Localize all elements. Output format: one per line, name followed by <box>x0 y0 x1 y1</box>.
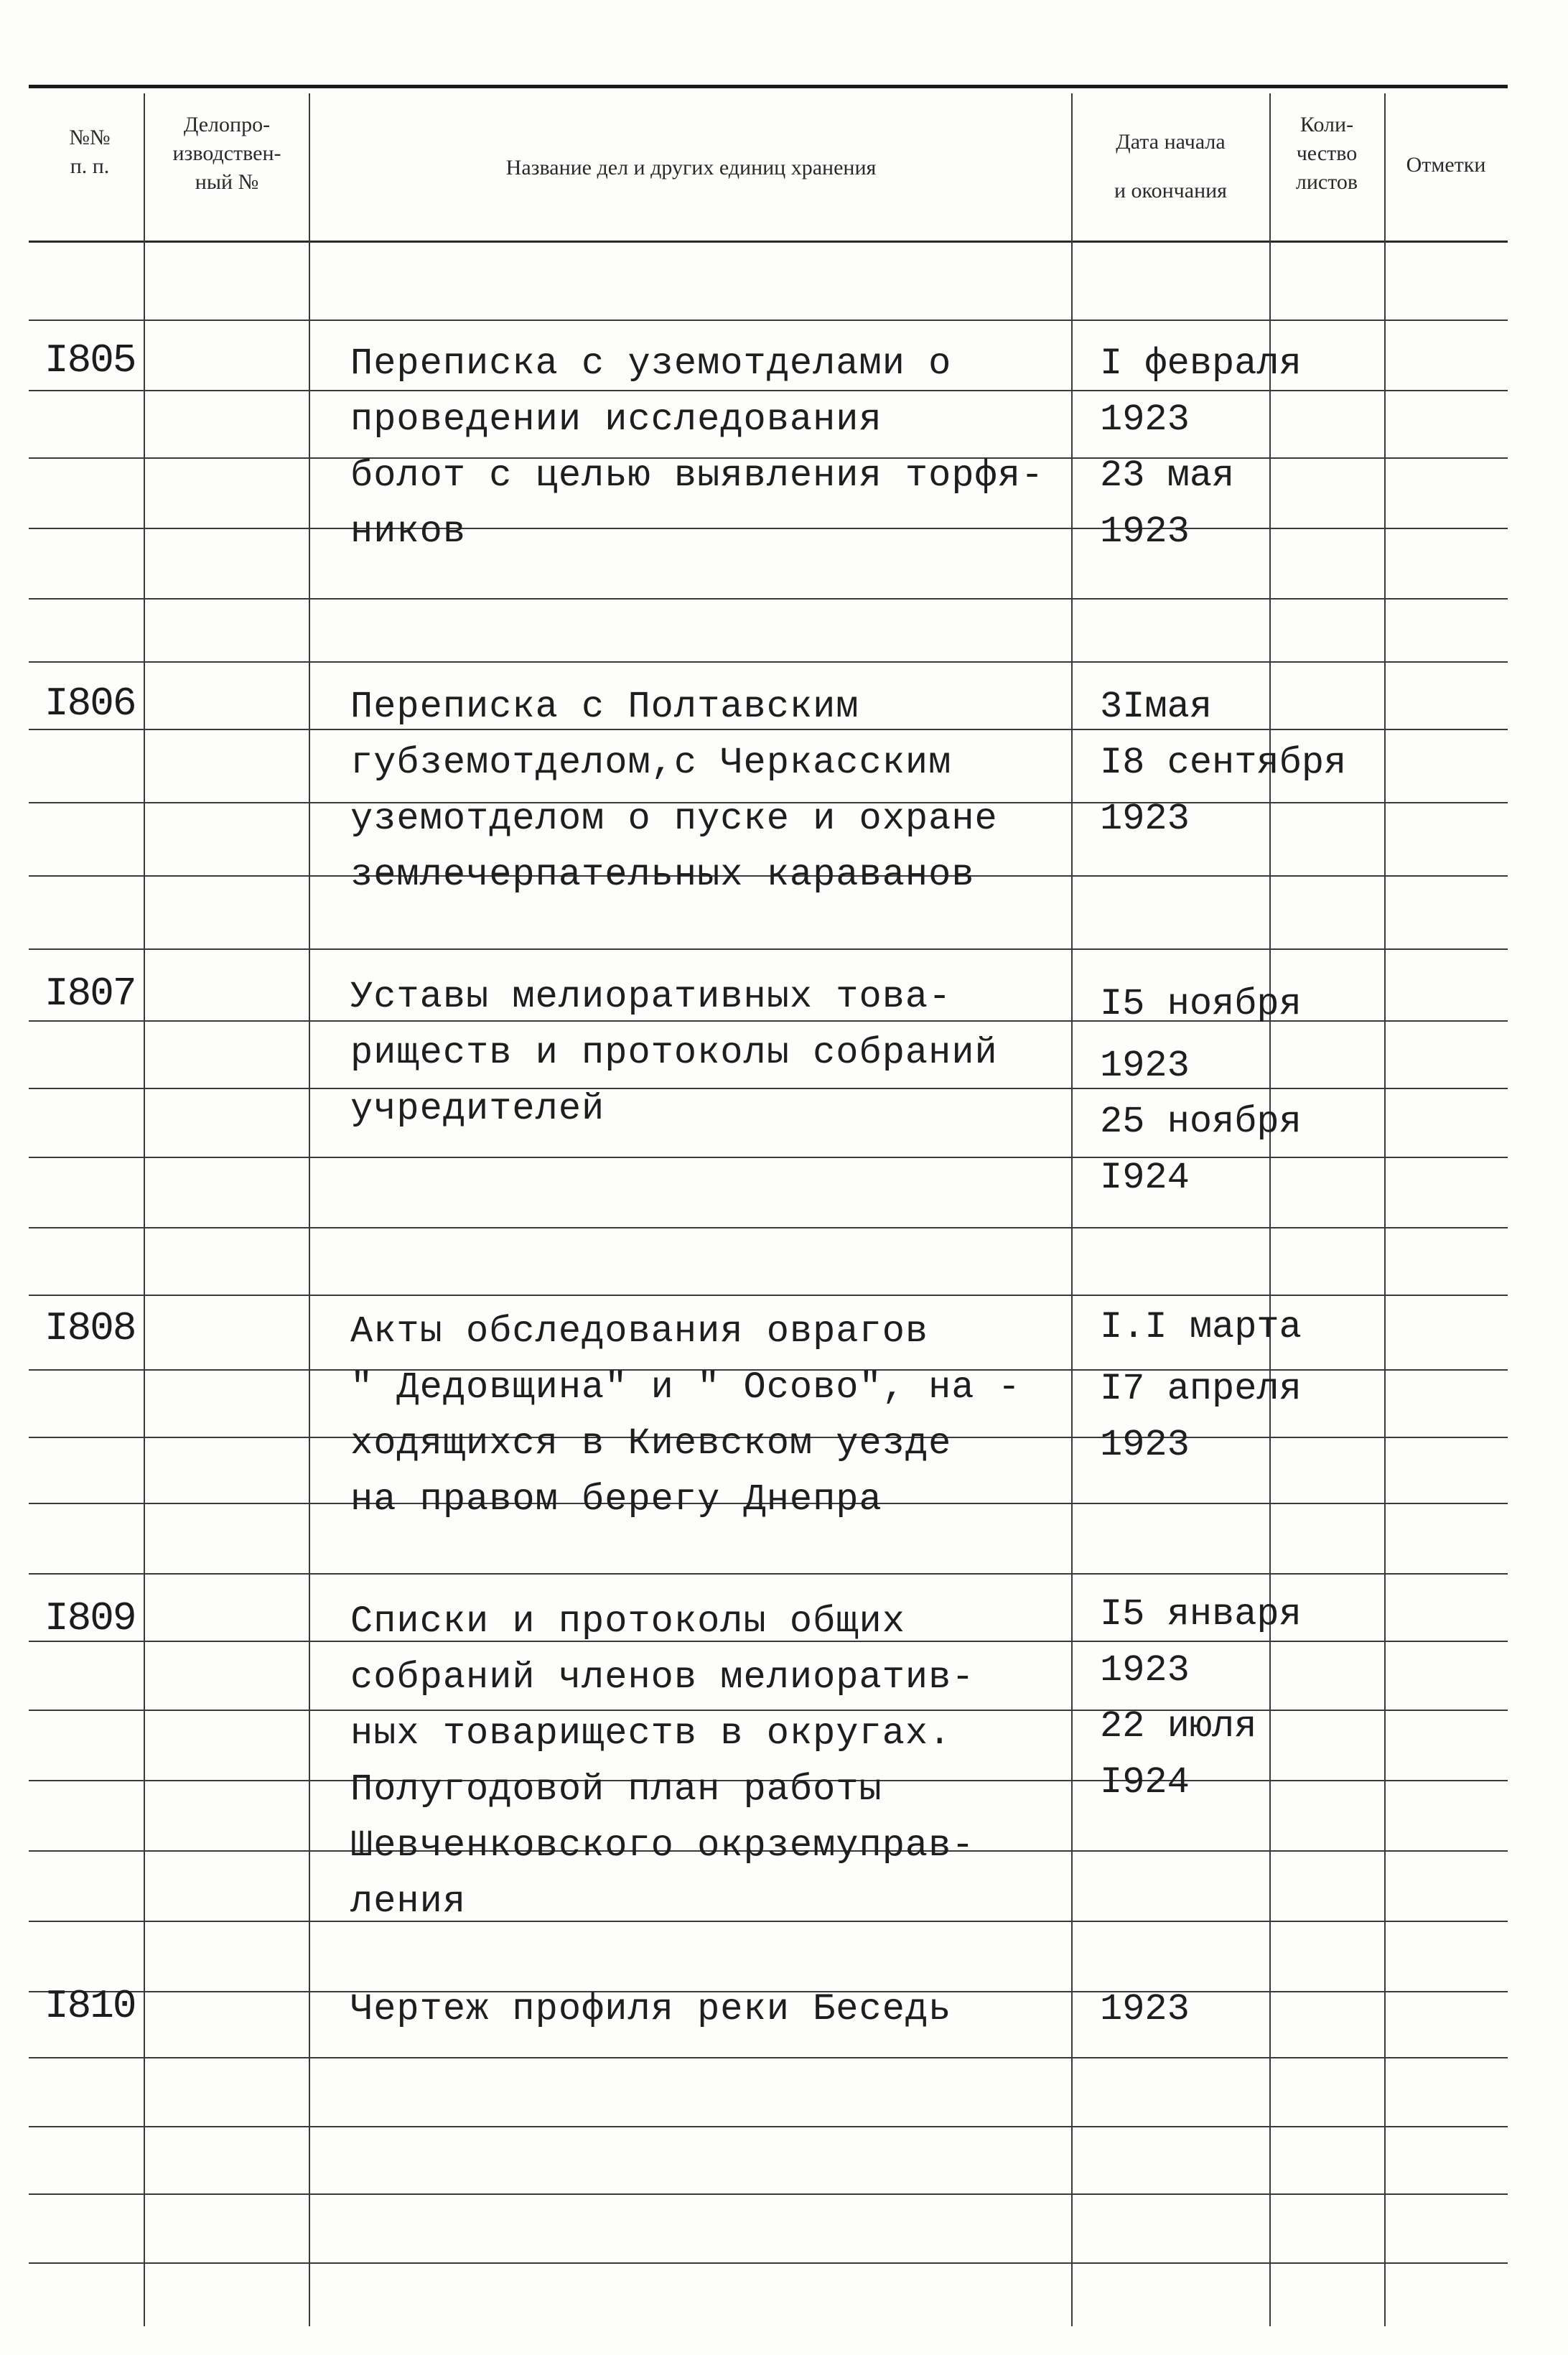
row-rule <box>29 1573 1508 1575</box>
entry-title: Переписка с Полтавским губземотделом,с Черкасским уземотделом о пуске и охране землечерпательных караванов <box>350 686 998 896</box>
entry-dates: I5 января 1923 22 июля I924 <box>1100 1593 1302 1804</box>
entry-number: I810 <box>45 1983 136 2029</box>
entry-number: I807 <box>45 971 136 1017</box>
entry-number: I805 <box>45 337 136 383</box>
entry-number: I808 <box>45 1305 136 1351</box>
entry-dates: I.I марта I7 апреля 1923 <box>1100 1306 1302 1466</box>
header-dates: Дата начала и окончания <box>1114 130 1227 202</box>
row-rule <box>29 1295 1508 1296</box>
header-bottom-rule <box>29 241 1508 243</box>
row-rule <box>29 661 1508 663</box>
row-rule <box>29 320 1508 321</box>
row-rule <box>29 2193 1508 2195</box>
entry-dates: I февраля 1923 23 мая 1923 <box>1100 342 1302 553</box>
row-rule <box>29 2126 1508 2127</box>
entry-title: Уставы мелиоративных това- риществ и протоколы собраний учредителей <box>350 976 998 1130</box>
row-rule <box>29 1227 1508 1228</box>
entry-number: I806 <box>45 681 136 727</box>
entry-title: Переписка с уземотделами о проведении исследования болот с целью выявления торфя- ников <box>350 342 1045 553</box>
entry-dates: I5 ноября 1923 25 ноября I924 <box>1100 983 1302 1199</box>
header-number: №№ п. п. <box>69 126 111 178</box>
entry-title: Чертеж профиля реки Беседь <box>350 1988 952 2030</box>
header-notes: Отметки <box>1406 153 1486 177</box>
row-rule <box>29 598 1508 600</box>
header-title: Название дел и других единиц хранения <box>505 156 877 179</box>
entry-dates: 3Iмая I8 сентября 1923 <box>1100 686 1347 840</box>
entry-number: I809 <box>45 1595 136 1641</box>
entry-title: Списки и протоколы общих собраний членов мелиоратив- ных товариществ в округах. Полугодовой план работы Шевченковского окрземуправ- ления <box>350 1600 975 1923</box>
row-rule <box>29 2262 1508 2264</box>
row-rule <box>29 948 1508 950</box>
top-rule <box>29 85 1508 88</box>
entry-title: Акты обследования оврагов " Дедовщина" и " Осово", на - ходящихся в Киевском уезде на правом берегу Днепра <box>350 1310 1021 1521</box>
header-office-number: Делопро- изводствен- ный № <box>172 113 281 194</box>
entry-dates: 1923 <box>1100 1988 1190 2030</box>
row-rule <box>29 2057 1508 2058</box>
header-sheets: Коли- чество листов <box>1295 113 1358 194</box>
